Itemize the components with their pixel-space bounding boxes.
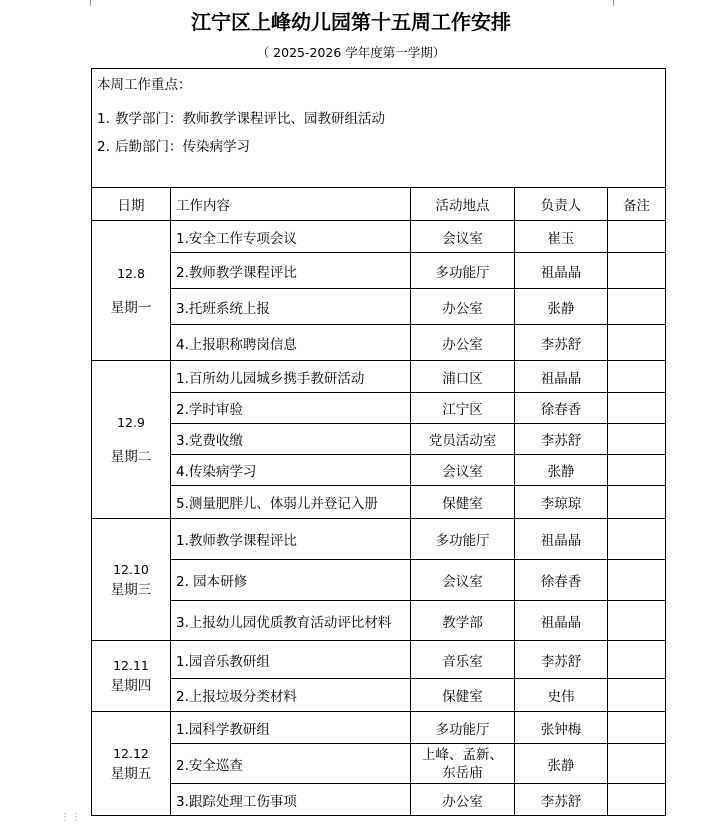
task-owner[interactable]: 徐春香 bbox=[515, 393, 608, 424]
task-note[interactable] bbox=[608, 679, 666, 712]
task-content[interactable]: 2.上报垃圾分类材料 bbox=[171, 679, 411, 712]
task-owner[interactable]: 徐春香 bbox=[515, 560, 608, 601]
task-note[interactable] bbox=[608, 325, 666, 361]
task-note[interactable] bbox=[608, 560, 666, 601]
weekly-focus[interactable] bbox=[92, 69, 666, 188]
table-row bbox=[92, 641, 666, 679]
focus-item bbox=[97, 109, 660, 129]
task-place[interactable]: 保健室 bbox=[411, 486, 515, 519]
task-place[interactable]: 音乐室 bbox=[411, 641, 515, 679]
task-content[interactable]: 2.安全巡查 bbox=[171, 744, 411, 784]
task-note[interactable] bbox=[608, 393, 666, 424]
task-place[interactable]: 上峰、孟新、东岳庙 bbox=[411, 744, 515, 784]
table-row bbox=[92, 784, 666, 816]
day-weekday: 星期二 bbox=[110, 448, 152, 465]
task-place[interactable]: 多功能厅 bbox=[411, 712, 515, 744]
table-row bbox=[92, 486, 666, 519]
table-row bbox=[92, 679, 666, 712]
task-owner[interactable]: 崔玉 bbox=[515, 221, 608, 253]
day-weekday: 星期三 bbox=[110, 581, 152, 598]
task-owner[interactable]: 祖晶晶 bbox=[515, 519, 608, 560]
task-note[interactable] bbox=[608, 253, 666, 289]
task-content[interactable]: 2.学时审验 bbox=[171, 393, 411, 424]
task-owner[interactable]: 张静 bbox=[515, 455, 608, 486]
task-content[interactable]: 2.教师教学课程评比 bbox=[171, 253, 411, 289]
task-owner[interactable]: 李苏舒 bbox=[515, 641, 608, 679]
task-owner[interactable]: 祖晶晶 bbox=[515, 361, 608, 393]
table-row bbox=[92, 221, 666, 253]
task-content[interactable]: 2. 园本研修 bbox=[171, 560, 411, 601]
task-place[interactable]: 浦口区 bbox=[411, 361, 515, 393]
drag-handle-icon[interactable]: ⋮⋮ bbox=[60, 812, 82, 823]
task-place[interactable]: 办公室 bbox=[411, 784, 515, 816]
task-note[interactable] bbox=[608, 289, 666, 325]
task-place[interactable]: 保健室 bbox=[411, 679, 515, 712]
task-note[interactable] bbox=[608, 424, 666, 455]
task-content[interactable]: 4.传染病学习 bbox=[171, 455, 411, 486]
task-owner[interactable]: 李苏舒 bbox=[515, 424, 608, 455]
day-cell-wednesday[interactable] bbox=[92, 519, 171, 641]
day-weekday: 星期一 bbox=[110, 299, 152, 316]
task-content[interactable]: 1.园音乐教研组 bbox=[171, 641, 411, 679]
task-note[interactable] bbox=[608, 784, 666, 816]
task-place[interactable]: 多功能厅 bbox=[411, 519, 515, 560]
table-row bbox=[92, 253, 666, 289]
task-content[interactable]: 1.百所幼儿园城乡携手教研活动 bbox=[171, 361, 411, 393]
header-note: 备注 bbox=[608, 188, 666, 221]
task-place[interactable]: 办公室 bbox=[411, 325, 515, 361]
task-place[interactable]: 江宁区 bbox=[411, 393, 515, 424]
task-note[interactable] bbox=[608, 361, 666, 393]
table-row bbox=[92, 601, 666, 641]
day-date: 12.11 bbox=[113, 658, 149, 673]
focus-row bbox=[92, 69, 666, 188]
header-place: 活动地点 bbox=[411, 188, 515, 221]
task-note[interactable] bbox=[608, 641, 666, 679]
task-content[interactable]: 4.上报职称聘岗信息 bbox=[171, 325, 411, 361]
task-owner[interactable]: 张钟梅 bbox=[515, 712, 608, 744]
task-note[interactable] bbox=[608, 455, 666, 486]
table-row bbox=[92, 519, 666, 560]
task-content[interactable]: 3.党费收缴 bbox=[171, 424, 411, 455]
task-place[interactable]: 会议室 bbox=[411, 455, 515, 486]
task-owner[interactable]: 祖晶晶 bbox=[515, 601, 608, 641]
focus-item-number: 2. bbox=[97, 139, 110, 155]
focus-heading: 本周工作重点： bbox=[97, 77, 192, 93]
task-content[interactable]: 5.测量肥胖儿、体弱儿并登记入册 bbox=[171, 486, 411, 519]
table-row bbox=[92, 560, 666, 601]
table-row bbox=[92, 393, 666, 424]
day-cell-thursday[interactable] bbox=[92, 641, 171, 712]
task-content[interactable]: 3.托班系统上报 bbox=[171, 289, 411, 325]
table-row bbox=[92, 361, 666, 393]
header-content: 工作内容 bbox=[171, 188, 411, 221]
table-row bbox=[92, 424, 666, 455]
task-content[interactable]: 1.教师教学课程评比 bbox=[171, 519, 411, 560]
day-weekday: 星期五 bbox=[110, 765, 152, 782]
table-row bbox=[92, 455, 666, 486]
table-header-row bbox=[92, 188, 666, 221]
task-content[interactable]: 3.跟踪处理工伤事项 bbox=[171, 784, 411, 816]
task-content[interactable]: 3.上报幼儿园优质教育活动评比材料 bbox=[171, 601, 411, 641]
day-date: 12.10 bbox=[113, 561, 149, 577]
task-owner[interactable]: 祖晶晶 bbox=[515, 253, 608, 289]
task-place[interactable]: 党员活动室 bbox=[411, 424, 515, 455]
focus-item-text: 后勤部门：传染病学习 bbox=[115, 139, 250, 155]
day-date: 12.9 bbox=[117, 414, 145, 430]
task-note[interactable] bbox=[608, 601, 666, 641]
page-title: 江宁区上峰幼儿园第十五周工作安排 bbox=[191, 10, 511, 34]
page-margin-mark-right bbox=[613, 0, 614, 6]
focus-item-number: 1. bbox=[97, 111, 110, 127]
task-note[interactable] bbox=[608, 486, 666, 519]
task-owner[interactable]: 张静 bbox=[515, 744, 608, 784]
task-note[interactable] bbox=[608, 519, 666, 560]
page-margin-mark-left bbox=[90, 0, 91, 6]
table-row bbox=[92, 712, 666, 744]
task-note[interactable] bbox=[608, 712, 666, 744]
task-note[interactable] bbox=[608, 744, 666, 784]
table-row bbox=[92, 744, 666, 784]
day-cell-monday[interactable] bbox=[92, 221, 171, 361]
focus-item-text: 教学部门：教师教学课程评比、园教研组活动 bbox=[115, 111, 385, 127]
table-row bbox=[92, 289, 666, 325]
task-owner[interactable]: 李苏舒 bbox=[515, 784, 608, 816]
page-subtitle: （ 2025-2026 学年度第一学期） bbox=[256, 45, 446, 60]
day-cell-friday[interactable] bbox=[92, 712, 171, 816]
day-date: 12.8 bbox=[117, 265, 145, 281]
task-content[interactable]: 1.园科学教研组 bbox=[171, 712, 411, 744]
table-row bbox=[92, 325, 666, 361]
header-date: 日期 bbox=[92, 188, 171, 221]
task-content[interactable]: 1.安全工作专项会议 bbox=[171, 221, 411, 253]
task-place[interactable]: 办公室 bbox=[411, 289, 515, 325]
day-cell-tuesday[interactable] bbox=[92, 361, 171, 519]
focus-item bbox=[97, 137, 660, 157]
task-owner[interactable]: 张静 bbox=[515, 289, 608, 325]
task-owner[interactable]: 史伟 bbox=[515, 679, 608, 712]
task-owner[interactable]: 李苏舒 bbox=[515, 325, 608, 361]
header-owner: 负责人 bbox=[515, 188, 608, 221]
task-note[interactable] bbox=[608, 221, 666, 253]
schedule-table bbox=[91, 68, 666, 816]
day-date: 12.12 bbox=[113, 745, 149, 761]
day-weekday: 星期四 bbox=[110, 678, 152, 694]
task-owner[interactable]: 李琼琼 bbox=[515, 486, 608, 519]
task-place[interactable]: 会议室 bbox=[411, 560, 515, 601]
task-place[interactable]: 多功能厅 bbox=[411, 253, 515, 289]
task-place[interactable]: 教学部 bbox=[411, 601, 515, 641]
task-place[interactable]: 会议室 bbox=[411, 221, 515, 253]
